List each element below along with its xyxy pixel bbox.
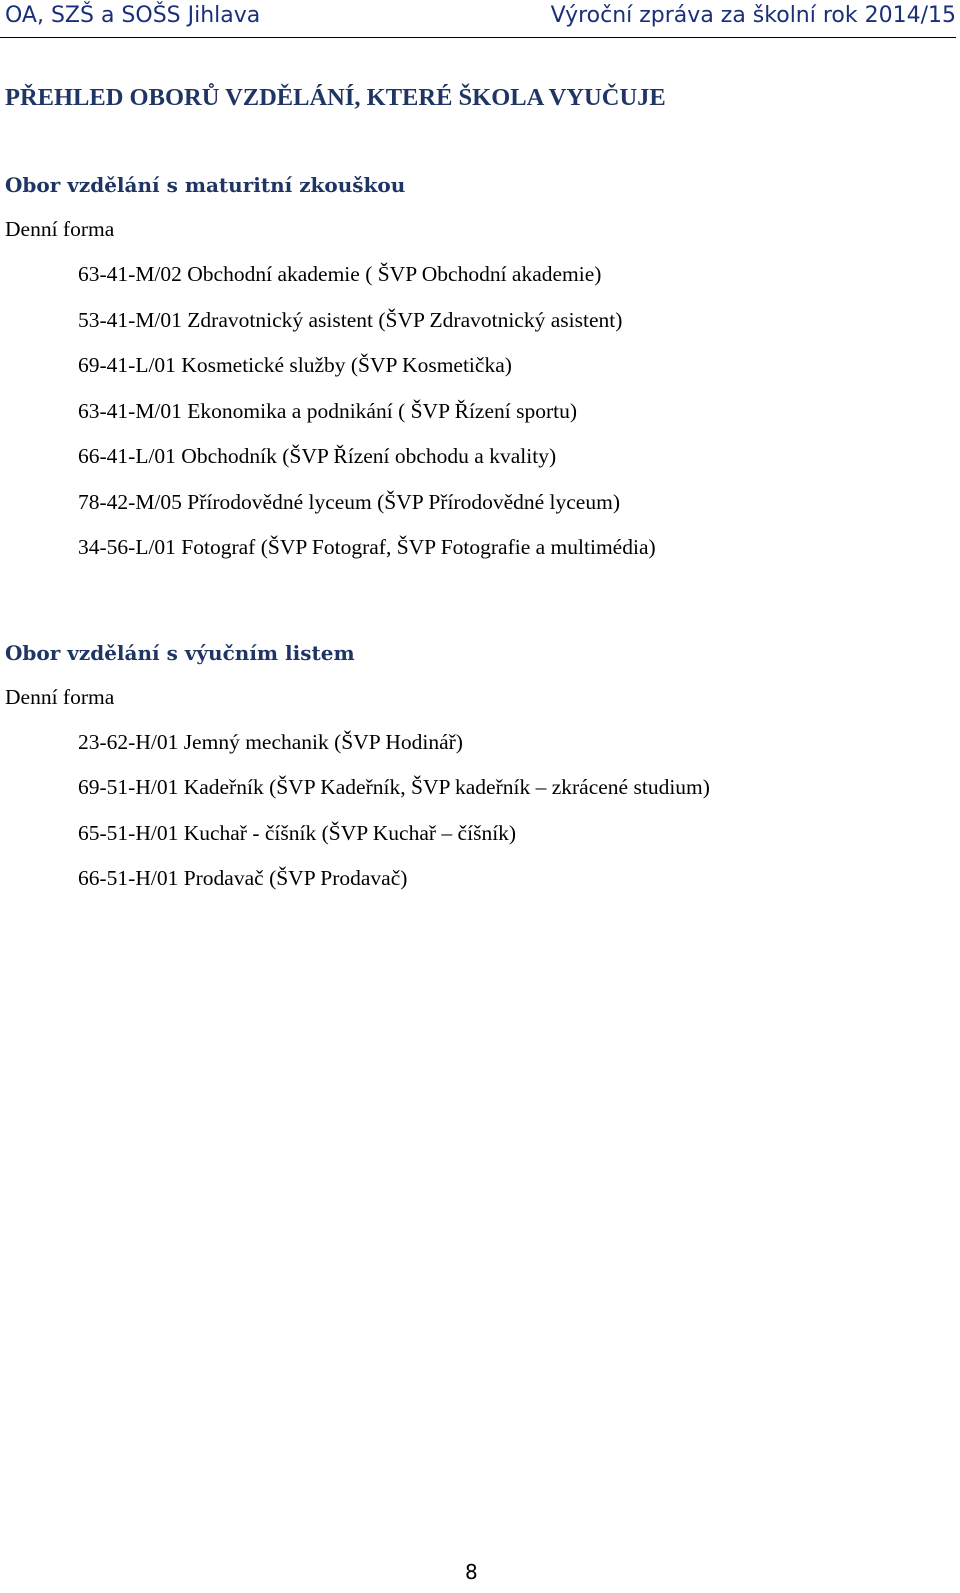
program-item: 66-51-H/01 Prodavač (ŠVP Prodavač) xyxy=(78,866,408,890)
page-header xyxy=(0,0,956,38)
study-form-label: Denní forma xyxy=(5,685,115,709)
program-item: 23-62-H/01 Jemný mechanik (ŠVP Hodinář) xyxy=(78,730,463,754)
section-heading-maturita: Obor vzdělání s maturitní zkouškou xyxy=(5,173,406,197)
page-title: PŘEHLED OBORŮ VZDĚLÁNÍ, KTERÉ ŠKOLA VYUČUJE xyxy=(5,84,666,111)
study-form-label: Denní forma xyxy=(5,217,115,241)
section-heading-vyucni-list: Obor vzdělání s výučním listem xyxy=(5,641,355,665)
header-school-name: OA, SZŠ a SOŠS Jihlava xyxy=(5,3,261,28)
program-item: 63-41-M/01 Ekonomika a podnikání ( ŠVP Řízení sportu) xyxy=(78,399,578,423)
program-item: 78-42-M/05 Přírodovědné lyceum (ŠVP Přírodovědné lyceum) xyxy=(78,490,620,514)
program-item: 53-41-M/01 Zdravotnický asistent (ŠVP Zdravotnický asistent) xyxy=(78,308,623,332)
header-report-title: Výroční zpráva za školní rok 2014/15 xyxy=(550,3,956,28)
page-number: 8 xyxy=(465,1560,478,1584)
program-item: 34-56-L/01 Fotograf (ŠVP Fotograf, ŠVP Fotografie a multimédia) xyxy=(78,535,656,559)
program-item: 65-51-H/01 Kuchař - číšník (ŠVP Kuchař – číšník) xyxy=(78,821,517,845)
program-item: 69-41-L/01 Kosmetické služby (ŠVP Kosmetička) xyxy=(78,353,512,377)
program-item: 66-41-L/01 Obchodník (ŠVP Řízení obchodu a kvality) xyxy=(78,444,557,468)
program-item: 63-41-M/02 Obchodní akademie ( ŠVP Obchodní akademie) xyxy=(78,262,602,286)
program-item: 69-51-H/01 Kadeřník (ŠVP Kadeřník, ŠVP kadeřník – zkrácené studium) xyxy=(78,775,710,799)
